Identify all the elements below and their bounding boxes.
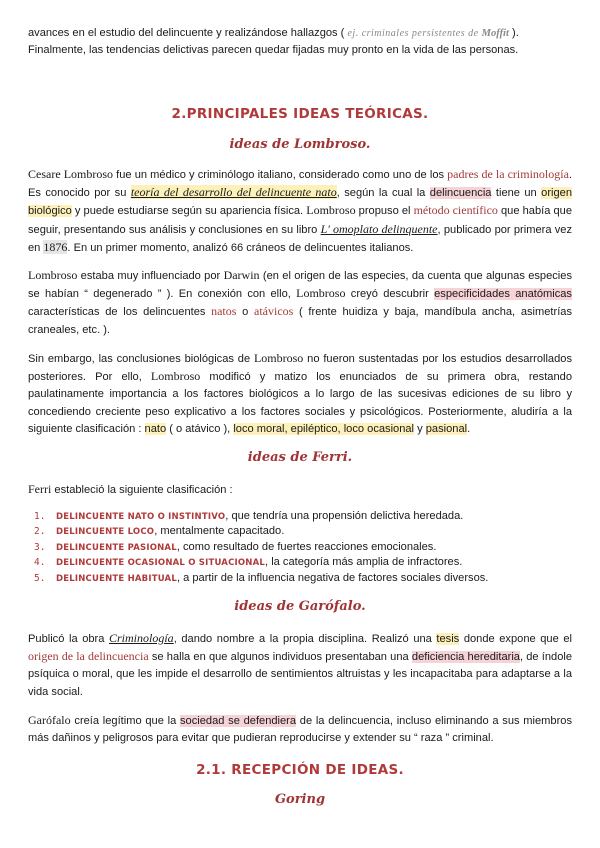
garofalo-paragraph-2: Garófalo creía legítimo que la sociedad se defendiera de la delincuencia, incluso eliminando a sus miembros más dañinos y peligrosos para evitar que pudieran reproducirse y extender su “ raza ” criminal. — [28, 713, 572, 745]
subtitle-goring: Goring — [274, 792, 326, 807]
list-item: 5. DELINCUENTE HABITUAL, a partir de la influencia negativa de factores sociales diversos. — [34, 571, 489, 584]
lombroso-paragraph-3: Sin embargo, las conclusiones biológicas de Lombroso no fueron sustentadas por los estudios desarrollados posteriores. Por ello, Lombroso modificó y matizo los enunciados de su primera obra, restando paulatinamente importancia a los factores biológicos a lo largo de las sucesivas ediciones de su libro y concediendo creciente peso explicativo a los factores sociales y psicológicos. Posteriormente, aludiría a la siguiente clasificación : nato ( o atávico ), loco moral, epiléptico, loco ocasional y pasional. — [28, 351, 572, 435]
book-title: L' omoplato delinquente — [320, 221, 438, 236]
list-item: 1. DELINCUENTE NATO O INSTINTIVO, que tendría una propensión delictiva heredada. — [34, 510, 464, 522]
subtitle-lombroso: ideas de Lombroso. — [229, 137, 371, 152]
list-item: 2. DELINCUENTE LOCO, mentalmente capacitado. — [34, 525, 285, 538]
lombroso-paragraph-1: Cesare Lombroso fue un médico y criminólogo italiano, considerado como uno de los padres de la criminología. Es conocido por su teoría del desarrollo del delincuente nato, según la cual la delincuencia tiene un origen biológico y puede estudiarse según su apariencia física. Lombroso propuso el método científico que había que seguir, presentando sus análisis y conclusiones en su libro L' omoplato delinquente, publicado por primera vez en 1876. En un primer momento, analizó 66 cráneos de delincuentes italianos. — [28, 167, 573, 254]
intro-paragraph: avances en el estudio del delincuente y realizándose hallazgos ( ej. criminales persistentes de Moffit ). Finalmente, las tendencias delictivas parecen quedar fijadas muy pronto en la vida de las personas. — [28, 27, 519, 57]
subtitle-ferri: ideas de Ferri. — [247, 450, 353, 465]
garofalo-paragraph-1: Publicó la obra Criminología, dando nombre a la propia disciplina. Realizó una tesis donde expone que el origen de la delincuencia se halla en que algunos individuos presentaban una deficiencia hereditaria, de índole psíquica o moral, que les impide el desarrollo de sentimientos altruistas y les incapacitaba para adaptarse a la vida social. — [28, 631, 573, 698]
theory-highlight: teoría del desarrollo del delincuente nato — [130, 185, 337, 200]
section-2-1-title: 2.1. RECEPCIÓN DE IDEAS. — [196, 762, 404, 778]
list-item: 4. DELINCUENTE OCASIONAL O SITUACIONAL, la categoría más amplia de infractores. — [34, 556, 463, 569]
ferri-classification-list — [28, 509, 572, 586]
ferri-intro: Ferri estableció la siguiente clasificación : — [28, 482, 233, 496]
lombroso-paragraph-2: Lombroso estaba muy influenciado por Darwin (en el origen de las especies, da cuenta que algunas especies se habían “ degenerado ” ). En conexión con ello, Lombroso creyó descubrir especificidades anatómicas características de los delincuentes natos o atávicos ( frente huidiza y baja, mandíbula ancha, asimetrías craneales, etc. ). — [28, 268, 572, 336]
list-item: 3. DELINCUENTE PASIONAL, como resultado de fuertes reacciones emocionales. — [34, 540, 437, 553]
section-title: 2.PRINCIPALES IDEAS TEÓRICAS. — [171, 106, 429, 122]
book-title: Criminología — [109, 631, 174, 645]
subtitle-garofalo: ideas de Garófalo. — [234, 599, 366, 614]
